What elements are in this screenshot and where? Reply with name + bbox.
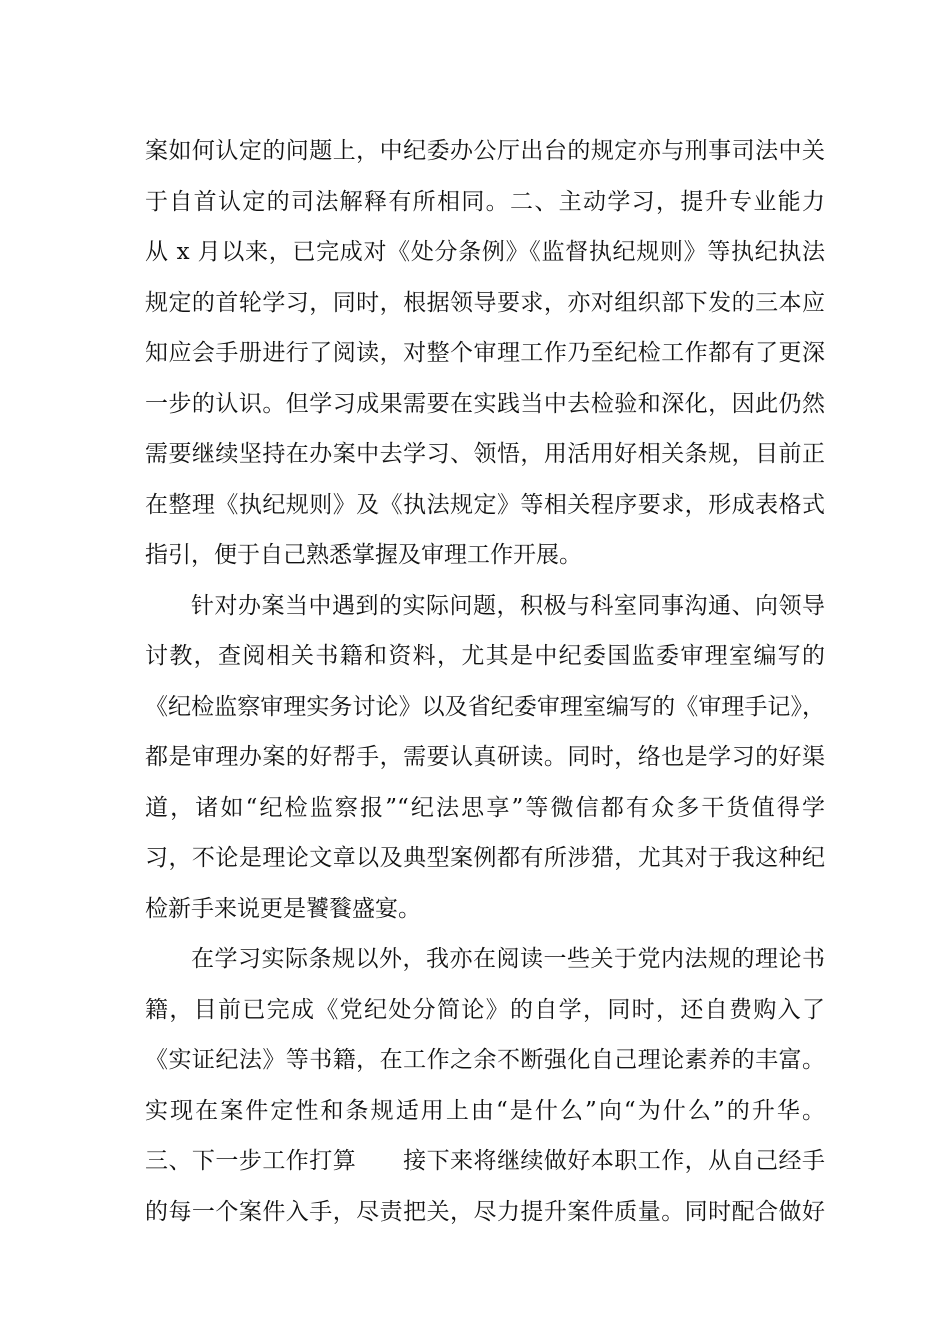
text-line: 检新手来说更是饕餮盛宴。 [145, 895, 421, 922]
text-line: 在整理《执纪规则》及《执法规定》等相关程序要求，形成表格式 [145, 491, 825, 518]
text-line: 规定的首轮学习，同时，根据领导要求，亦对组织部下发的三本应 [145, 289, 825, 316]
text-line: 《纪检监察审理实务讨论》以及省纪委审理室编写的《审理手记》， [145, 693, 825, 720]
text-line: 《实证纪法》等书籍，在工作之余不断强化自己理论素养的丰富。 [145, 1047, 825, 1073]
text-line: 于自首认定的司法解释有所相同。二、主动学习，提升专业能力 [145, 188, 825, 215]
text-line: 习，不论是理论文章以及典型案例都有所涉猎，尤其对于我这种纪 [145, 845, 825, 871]
text-line: 指引，便于自己熟悉掌握及审理工作开展。 [145, 542, 582, 568]
text-line: 知应会手册进行了阅读，对整个审理工作乃至纪检工作都有了更深 [145, 340, 825, 366]
paragraph-first-line: 针对办案当中遇到的实际问题，积极与科室同事沟通、向领导 [191, 592, 825, 619]
text-line: 案如何认定的问题上，中纪委办公厅出台的规定亦与刑事司法中关 [145, 138, 825, 164]
text-line: 都是审理办案的好帮手，需要认真研读。同时，络也是学习的好渠 [145, 744, 825, 770]
text-line: 的每一个案件入手，尽责把关，尽力提升案件质量。同时配合做好 [145, 1198, 825, 1225]
text-line: 讨教，查阅相关书籍和资料，尤其是中纪委国监委审理室编写的 [145, 643, 825, 669]
section-heading-line: 三、下一步工作打算 接下来将继续做好本职工作，从自己经手 [145, 1148, 825, 1174]
paragraph-first-line: 在学习实际条规以外，我亦在阅读一些关于党内法规的理论书 [191, 946, 825, 972]
text-line: 需要继续坚持在办案中去学习、领悟，用活用好相关条规，目前正 [145, 441, 825, 467]
document-body [145, 126, 825, 1237]
text-line: 一步的认识。但学习成果需要在实践当中去检验和深化，因此仍然 [145, 390, 825, 417]
text-line: 籍，目前已完成《党纪处分简论》的自学，同时，还自费购入了 [145, 996, 825, 1023]
text-line: 从 x 月以来，已完成对《处分条例》《监督执纪规则》等执纪执法 [145, 239, 825, 265]
text-line: 道，诸如“纪检监察报”“纪法思享”等微信都有众多干货值得学 [145, 794, 825, 821]
text-line: 实现在案件定性和条规适用上由“是什么”向“为什么”的升华。 [145, 1097, 825, 1124]
